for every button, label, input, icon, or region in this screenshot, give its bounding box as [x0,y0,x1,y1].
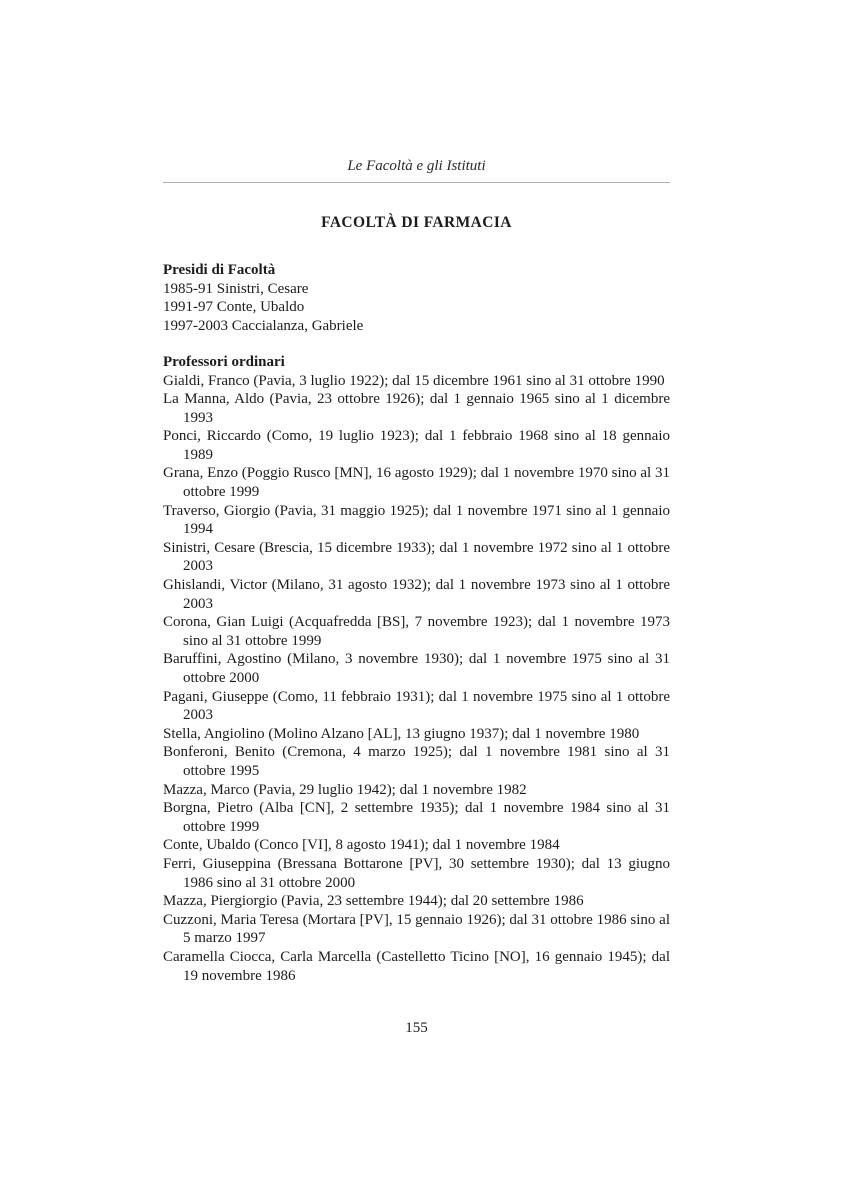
professor-entry: Ghislandi, Victor (Milano, 31 agosto 1932); dal 1 novembre 1973 sino al 1 ottobre 2003 [163,577,670,612]
professor-entry: Mazza, Marco (Pavia, 29 luglio 1942); dal 1 novembre 1982 [163,781,527,798]
professor-entry: Caramella Ciocca, Carla Marcella (Castelletto Ticino [NO], 16 gennaio 1945); dal 19 novembre 1986 [163,948,670,984]
professori-list [163,372,670,986]
running-header: Le Facoltà e gli Istituti [347,158,486,174]
professor-entry: Borgna, Pietro (Alba [CN], 2 settembre 1935); dal 1 novembre 1984 sino al 31 ottobre 1999 [163,800,670,835]
professor-entry: Grana, Enzo (Poggio Rusco [MN], 16 agosto 1929); dal 1 novembre 1970 sino al 31 ottobre 1999 [163,465,670,501]
section-professori [163,353,670,985]
professor-entry: Stella, Angiolino (Molino Alzano [AL], 13 giugno 1937); dal 1 novembre 1980 [163,725,640,742]
professor-entry: Ponci, Riccardo (Como, 19 luglio 1923); dal 1 febbraio 1968 sino al 18 gennaio 1989 [163,428,670,463]
presidi-entry: 1985-91 Sinistri, Cesare [163,280,309,297]
page-content [163,157,670,985]
professor-entry: Pagani, Giuseppe (Como, 11 febbraio 1931); dal 1 novembre 1975 sino al 1 ottobre 2003 [163,688,670,724]
page-title: FACOLTÀ DI FARMACIA [321,214,512,231]
presidi-list [163,280,670,336]
professor-entry: Ferri, Giuseppina (Bressana Bottarone [PV], 30 settembre 1930); dal 13 giugno 1986 sino al 31 ottobre 2000 [163,855,670,891]
section-heading-professori: Professori ordinari [163,354,285,370]
professor-entry: Cuzzoni, Maria Teresa (Mortara [PV], 15 gennaio 1926); dal 31 ottobre 1986 sino al 5 marzo 1997 [163,911,670,947]
professor-entry: Traverso, Giorgio (Pavia, 31 maggio 1925); dal 1 novembre 1971 sino al 1 gennaio 1994 [163,502,670,538]
professor-entry: Gialdi, Franco (Pavia, 3 luglio 1922); dal 15 dicembre 1961 sino al 31 ottobre 1990 [163,372,665,389]
section-heading-presidi: Presidi di Facoltà [163,262,276,278]
professor-entry: Mazza, Piergiorgio (Pavia, 23 settembre 1944); dal 20 settembre 1986 [163,893,584,910]
professor-entry: Sinistri, Cesare (Brescia, 15 dicembre 1933); dal 1 novembre 1972 sino al 1 ottobre 2003 [163,539,670,575]
professor-entry: Baruffini, Agostino (Milano, 3 novembre 1930); dal 1 novembre 1975 sino al 31 ottobre 2000 [163,651,670,686]
header-rule [163,182,670,183]
presidi-entry: 1991-97 Conte, Ubaldo [163,299,305,315]
professor-entry: Conte, Ubaldo (Conco [VI], 8 agosto 1941); dal 1 novembre 1984 [163,837,560,854]
section-presidi [163,261,670,335]
presidi-entry: 1997-2003 Caccialanza, Gabriele [163,317,364,334]
page-number: 155 [405,1020,428,1036]
professor-entry: Bonferoni, Benito (Cremona, 4 marzo 1925); dal 1 novembre 1981 sino al 31 ottobre 1995 [163,744,670,779]
professor-entry: La Manna, Aldo (Pavia, 23 ottobre 1926); dal 1 gennaio 1965 sino al 1 dicembre 1993 [163,391,670,426]
professor-entry: Corona, Gian Luigi (Acquafredda [BS], 7 novembre 1923); dal 1 novembre 1973 sino al 31 ottobre 1999 [163,614,670,649]
